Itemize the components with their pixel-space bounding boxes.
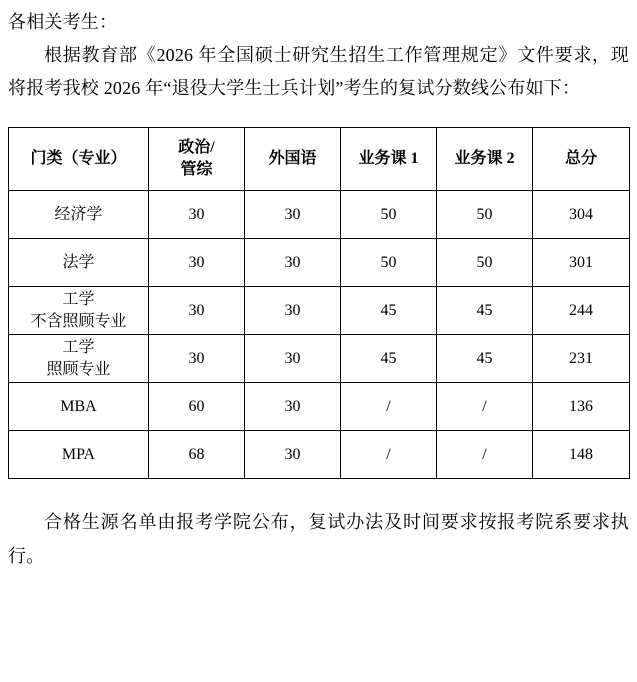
row-category-line2: 照顾专业 xyxy=(46,360,111,378)
row-category-line1: 工学 xyxy=(62,338,95,356)
row-business1: 45 xyxy=(341,335,437,383)
row-politics: 30 xyxy=(149,287,245,335)
salutation: 各相关考生： xyxy=(8,12,118,32)
row-foreign: 30 xyxy=(245,383,341,431)
row-category-line1: 法学 xyxy=(62,253,95,271)
header-business-course-2: 业务课 2 xyxy=(437,128,533,191)
row-category xyxy=(9,383,149,431)
row-foreign: 30 xyxy=(245,431,341,479)
row-business2: 45 xyxy=(437,335,533,383)
table-row xyxy=(9,239,630,287)
table-header-row xyxy=(9,128,630,191)
row-total: 301 xyxy=(533,239,630,287)
row-business1: 45 xyxy=(341,287,437,335)
row-category xyxy=(9,431,149,479)
row-business1: / xyxy=(341,431,437,479)
table-row xyxy=(9,287,630,335)
row-total: 136 xyxy=(533,383,630,431)
table-row xyxy=(9,191,630,239)
row-category-line1: MPA xyxy=(61,445,96,463)
row-business1: / xyxy=(341,383,437,431)
row-politics: 30 xyxy=(149,335,245,383)
row-category-line1: 工学 xyxy=(62,290,95,308)
row-category xyxy=(9,287,149,335)
row-business2: 45 xyxy=(437,287,533,335)
row-total: 244 xyxy=(533,287,630,335)
header-business-course-1: 业务课 1 xyxy=(341,128,437,191)
row-total: 148 xyxy=(533,431,630,479)
row-politics: 60 xyxy=(149,383,245,431)
header-foreign-language: 外国语 xyxy=(245,128,341,191)
row-total: 304 xyxy=(533,191,630,239)
row-foreign: 30 xyxy=(245,191,341,239)
header-politics-line2: 管综 xyxy=(180,161,213,178)
row-business2: 50 xyxy=(437,191,533,239)
row-category xyxy=(9,239,149,287)
table-row xyxy=(9,431,630,479)
row-politics: 30 xyxy=(149,191,245,239)
row-category-line1: MBA xyxy=(60,397,97,415)
row-category-line1: 经济学 xyxy=(54,205,103,223)
header-category: 门类（专业） xyxy=(9,128,149,191)
score-line-table xyxy=(8,127,630,479)
row-business1: 50 xyxy=(341,239,437,287)
table-row xyxy=(9,335,630,383)
row-total: 231 xyxy=(533,335,630,383)
row-business2: 50 xyxy=(437,239,533,287)
row-foreign: 30 xyxy=(245,287,341,335)
row-category xyxy=(9,335,149,383)
row-category xyxy=(9,191,149,239)
intro-paragraph: 根据教育部《2026 年全国硕士研究生招生工作管理规定》文件要求，现将报考我校 2026 年“退役大学生士兵计划”考生的复试分数线公布如下： xyxy=(8,45,629,98)
row-category-line2: 不含照顾专业 xyxy=(30,312,127,330)
row-business1: 50 xyxy=(341,191,437,239)
row-politics: 30 xyxy=(149,239,245,287)
table-row xyxy=(9,383,630,431)
header-total-score: 总分 xyxy=(533,128,630,191)
row-politics: 68 xyxy=(149,431,245,479)
header-politics-line1: 政治/ xyxy=(178,139,215,156)
header-politics xyxy=(149,128,245,191)
row-business2: / xyxy=(437,431,533,479)
row-business2: / xyxy=(437,383,533,431)
row-foreign: 30 xyxy=(245,239,341,287)
closing-section xyxy=(8,505,629,573)
row-foreign: 30 xyxy=(245,335,341,383)
closing-paragraph: 合格生源名单由报考学院公布，复试办法及时间要求按报考院系要求执行。 xyxy=(8,512,629,566)
